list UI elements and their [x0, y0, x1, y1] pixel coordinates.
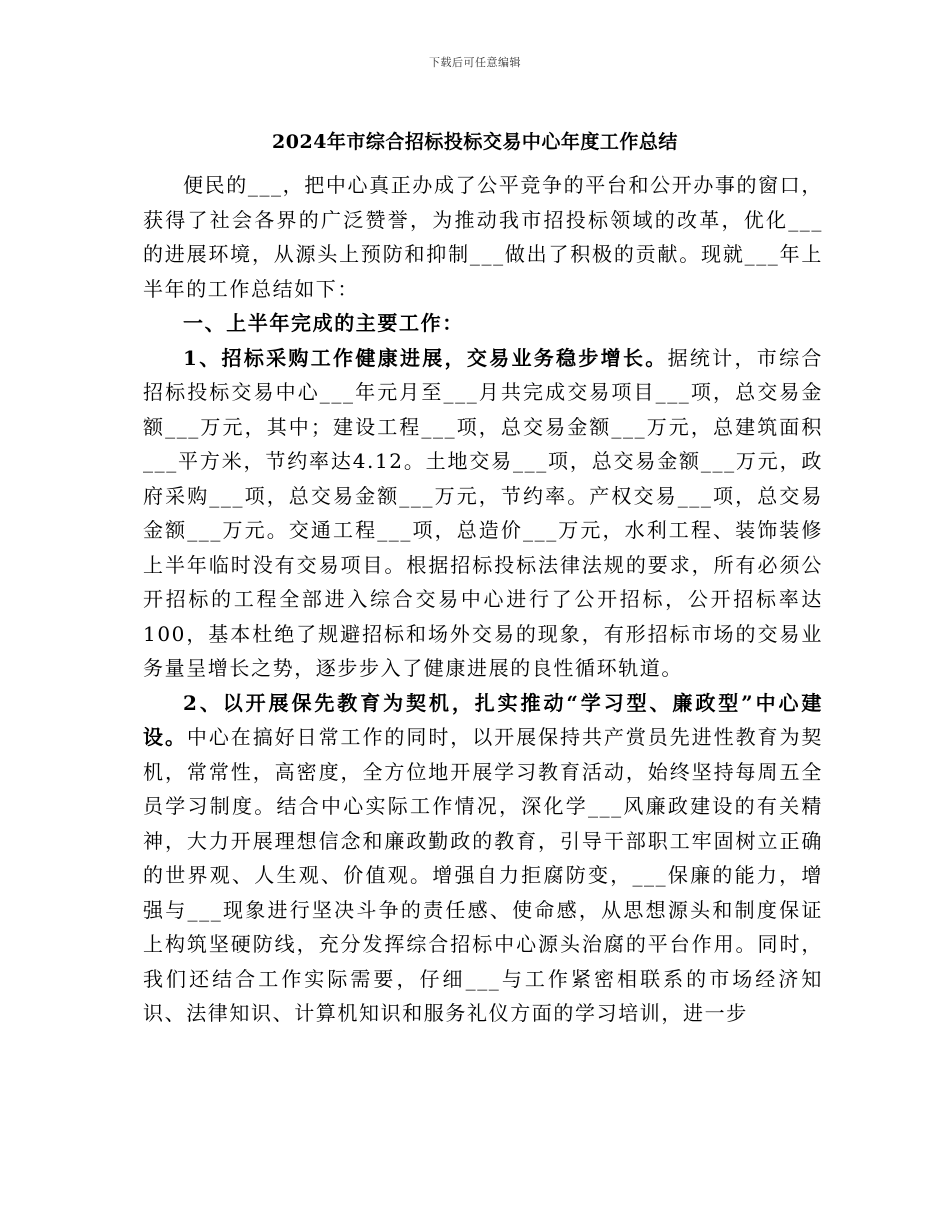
section-heading: 一、上半年完成的主要工作：	[183, 311, 464, 335]
header-note: 下载后可任意编辑	[429, 56, 521, 69]
paragraph-item-1	[143, 341, 823, 686]
item-2-lead: 2、以开展保先教育为契机，扎实推动“学习型、廉政型”中心建设。	[143, 690, 823, 749]
item-1-lead: 1、招标采购工作健康进展，交易业务稳步增长。	[183, 345, 668, 370]
document-body	[143, 168, 823, 1031]
item-2-body: 中心在搞好日常工作的同时，以开展保持共产赏员先进性教育为契机，常常性，高密度，全方位地开展学习教育活动，始终坚持每周五全员学习制度。结合中心实际工作情况，深化学___风廉政建设的有关精神，大力开展理想信念和廉政勤政的教育，引导干部职工牢固树立正确的世界观、人生观、价值观。增强自力拒腐防变，___保廉的能力，增强与___现象进行坚决斗争的责任感、使命感，从思想源头和制度保证上构筑坚硬防线，充分发挥综合招标中心源头治腐的平台作用。同时，我们还结合工作实际需要，仔细___与工作紧密相联系的市场经济知识、法律知识、计算机知识和服务礼仪方面的学习培训，进一步	[143, 725, 824, 1025]
paragraph-item-2	[143, 686, 823, 1031]
item-1-body: 据统计，市综合招标投标交易中心___年元月至___月共完成交易项目___项，总交易金额___万元，其中；建设工程___项，总交易金额___万元，总建筑面积___平方米，节约率达4.12。土地交易___项，总交易金额___万元，政府采购___项，总交易金额___万元，节约率。产权交易___项，总交易金额___万元。交通工程___项，总造价___万元，水利工程、装饰装修上半年临时没有交易项目。根据招标投标法律法规的要求，所有必须公开招标的工程全部进入综合交易中心进行了公开招标，公开招标率达100，基本杜绝了规避招标和场外交易的现象，有形招标市场的交易业务量呈增长之势，逐步步入了健康进展的良性循环轨道。	[143, 345, 823, 680]
document-title: 2024年市综合招标投标交易中心年度工作总结	[272, 131, 678, 153]
intro-paragraph: 便民的___，把中心真正办成了公平竞争的平台和公开办事的窗口，获得了社会各界的广泛赞誉，为推动我市招投标领域的改革，优化___的进展环境，从源头上预防和抑制___做出了积极的贡献。现就___年上半年的工作总结如下：	[143, 173, 823, 301]
